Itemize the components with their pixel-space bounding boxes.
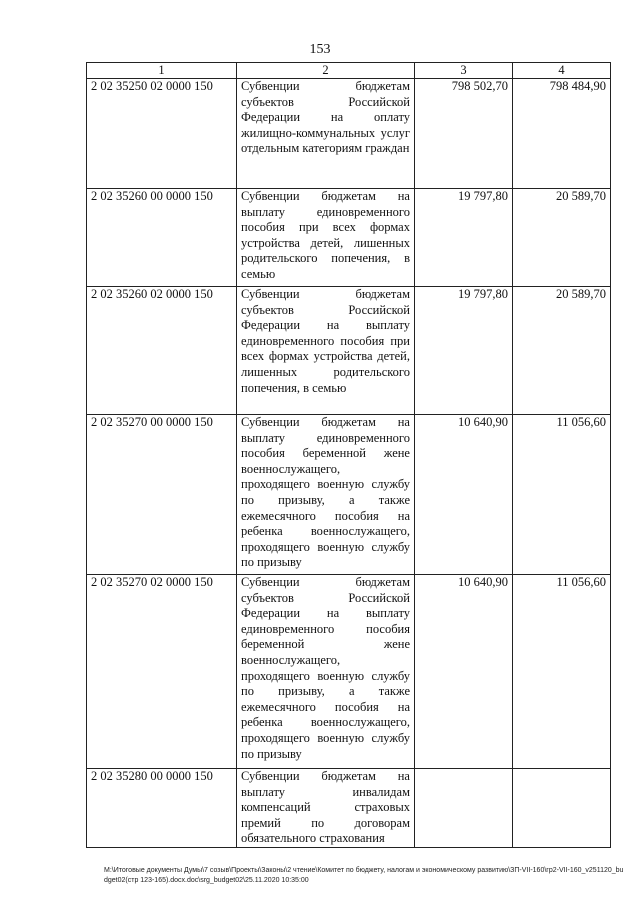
budget-code: 2 02 35250 02 0000 150 xyxy=(87,79,237,189)
budget-description: Субвенции бюджетам на выплату единовременного пособия при всех формах устройства детей, лишенных родительского попечения, в семью xyxy=(237,189,415,287)
column-header-4: 4 xyxy=(513,63,611,79)
column-header-3: 3 xyxy=(415,63,513,79)
budget-code: 2 02 35260 02 0000 150 xyxy=(87,287,237,415)
budget-description: Субвенции бюджетам субъектов Российской Федерации на выплату единовременного пособия при всех формах устройства детей, лишенных родительского попечения, в семью xyxy=(237,287,415,415)
value-col-3: 798 502,70 xyxy=(415,79,513,189)
budget-code: 2 02 35280 00 0000 150 xyxy=(87,769,237,848)
budget-code: 2 02 35270 00 0000 150 xyxy=(87,415,237,575)
value-col-4: 20 589,70 xyxy=(513,287,611,415)
budget-description: Субвенции бюджетам субъектов Российской Федерации на оплату жилищно-коммунальных услуг отдельным категориям граждан xyxy=(237,79,415,189)
value-col-3: 19 797,80 xyxy=(415,189,513,287)
value-col-3 xyxy=(415,769,513,848)
table-row xyxy=(87,287,611,415)
value-col-3: 19 797,80 xyxy=(415,287,513,415)
budget-description: Субвенции бюджетам на выплату инвалидам компенсаций страховых премий по договорам обязательного страхования xyxy=(237,769,415,848)
table-header-row xyxy=(87,63,611,79)
value-col-3: 10 640,90 xyxy=(415,415,513,575)
budget-code: 2 02 35270 02 0000 150 xyxy=(87,575,237,769)
table-row xyxy=(87,575,611,769)
column-header-1: 1 xyxy=(87,63,237,79)
document-path-footer: M:\Итоговые документы Думы\7 созыв\Проекты\Законы\2 чтение\Комитет по бюджету, налогам и экономическому развитию\ЗП-VII-160\гр2-VII-160_v251120_budget02(стр 123-165).docx.doc\srg_budget02\25.11.2020 10:35:00 xyxy=(104,867,624,884)
value-col-4: 798 484,90 xyxy=(513,79,611,189)
budget-description: Субвенции бюджетам на выплату единовременного пособия беременной жене военнослужащего, проходящего военную службу по призыву, а также ежемесячного пособия на ребенка военнослужащего, проходящего военную службу по призыву xyxy=(237,415,415,575)
budget-code: 2 02 35260 00 0000 150 xyxy=(87,189,237,287)
value-col-4: 11 056,60 xyxy=(513,575,611,769)
budget-description: Субвенции бюджетам субъектов Российской Федерации на выплату единовременного пособия беременной жене военнослужащего, проходящего военную службу по призыву, а также ежемесячного пособия на ребенка военнослужащего, проходящего военную службу по призыву xyxy=(237,575,415,769)
value-col-4: 11 056,60 xyxy=(513,415,611,575)
page-number: 153 xyxy=(309,42,331,57)
column-header-2: 2 xyxy=(237,63,415,79)
value-col-3: 10 640,90 xyxy=(415,575,513,769)
value-col-4: 20 589,70 xyxy=(513,189,611,287)
budget-table xyxy=(86,62,611,848)
table-row xyxy=(87,189,611,287)
value-col-4 xyxy=(513,769,611,848)
table-row xyxy=(87,415,611,575)
table-row xyxy=(87,79,611,189)
table-row xyxy=(87,769,611,848)
